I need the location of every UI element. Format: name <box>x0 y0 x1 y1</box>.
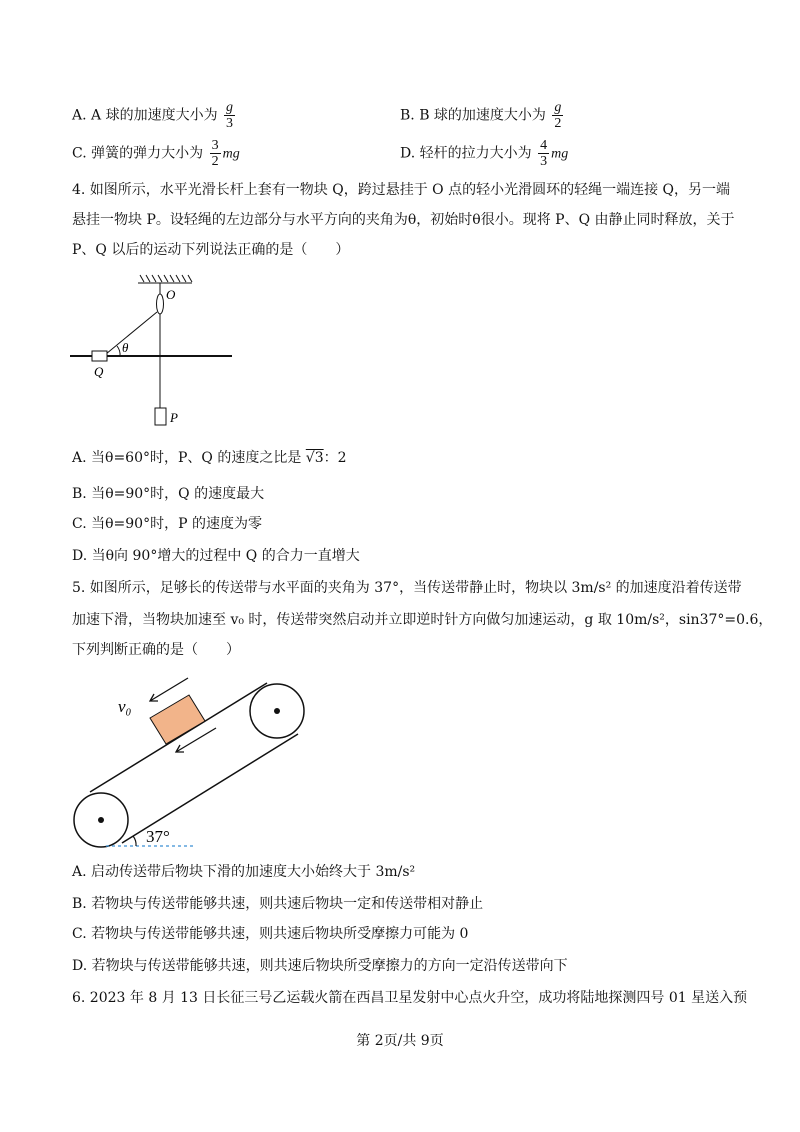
q4-option-a-text: A. 当θ=60°时，P、Q 的速度之比是 <box>72 450 306 466</box>
label-v0: v₀ <box>118 697 132 716</box>
ring <box>157 294 164 314</box>
q3-option-d-num: 4 <box>540 138 548 153</box>
q3-option-c-unit: mg <box>222 146 240 162</box>
page-footer: 第 2页/共 9页 <box>356 1033 444 1049</box>
angle-arc <box>133 836 136 846</box>
q3-option-d <box>400 138 568 169</box>
label-angle: 37° <box>146 827 170 846</box>
q5-stem-line-1: 5. 如图所示，足够长的传送带与水平面的夹角为 37°，当传送带静止时，物块以 3m/s² 的加速度沿着传送带 <box>72 580 742 596</box>
q3-option-b <box>400 100 565 131</box>
label-o: O <box>166 287 176 302</box>
q4-stem-line-1: 4. 如图所示，水平光滑长杆上套有一物块 Q，跨过悬挂于 O 点的轻小光滑圆环的轻绳一端连接 Q，另一端 <box>72 182 731 198</box>
q3-option-d-den: 3 <box>540 154 548 169</box>
block-q <box>92 351 107 361</box>
q3-option-b-fraction <box>552 100 563 131</box>
label-theta: θ <box>122 340 129 355</box>
q5-option-c: C. 若物块与传送带能够共速，则共速后物块所受摩擦力可能为 0 <box>72 926 469 942</box>
q4-option-b: B. 当θ=90°时，Q 的速度最大 <box>72 486 265 502</box>
q6-stem-line-1: 6. 2023 年 8 月 13 日长征三号乙运载火箭在西昌卫星发射中心点火升空，成功将陆地探测四号 01 星送入预 <box>72 990 748 1006</box>
q4-option-a <box>72 448 347 468</box>
q3-option-b-den: 2 <box>554 116 562 131</box>
q3-option-d-fraction <box>538 138 549 169</box>
label-p: P <box>170 410 178 425</box>
q4-option-a-root: √3 <box>305 450 324 466</box>
q3-option-a-fraction <box>224 100 235 131</box>
block-p <box>155 408 166 425</box>
q4-stem-line-2: 悬挂一物块 P。设轻绳的左边部分与水平方向的夹角为θ，初始时θ很小。现将 P、Q 由静止同时释放，关于 <box>72 212 735 228</box>
q5-option-d: D. 若物块与传送带能够共速，则共速后物块所受摩擦力的方向一定沿传送带向下 <box>72 958 568 974</box>
velocity-arrow <box>150 678 188 701</box>
label-q: Q <box>94 364 104 379</box>
q3-option-c-fraction <box>210 138 221 169</box>
q5-figure <box>70 670 330 852</box>
q3-option-b-num: g <box>554 100 562 115</box>
q5-stem-line-2: 加速下滑，当物块加速至 v₀ 时，传送带突然启动并立即逆时针方向做匀加速运动，g 取 10m/s²，sin37°=0.6， <box>72 612 773 628</box>
theta-arc <box>117 346 120 356</box>
q3-option-b-text: B. B 球的加速度大小为 <box>400 107 546 124</box>
q4-figure <box>70 272 240 434</box>
q3-option-a-num: g <box>226 100 234 115</box>
q3-option-c-num: 3 <box>211 138 219 153</box>
q5-option-b: B. 若物块与传送带能够共速，则共速后物块一定和传送带相对静止 <box>72 896 484 912</box>
q4-stem-line-3: P、Q 以后的运动下列说法正确的是（ ） <box>72 242 350 258</box>
q5-option-a: A. 启动传送带后物块下滑的加速度大小始终大于 3m/s² <box>72 864 416 880</box>
q3-option-a-den: 3 <box>226 116 234 131</box>
block <box>150 695 205 744</box>
q3-option-d-unit: mg <box>551 146 569 162</box>
q3-option-c-den: 2 <box>211 154 219 169</box>
q4-option-c: C. 当θ=90°时，P 的速度为零 <box>72 516 262 532</box>
belt-top <box>90 683 267 792</box>
q4-option-a-suffix: ：2 <box>323 450 347 466</box>
pulley-top-axle <box>274 708 280 714</box>
q3-option-a-text: A. A 球的加速度大小为 <box>72 107 218 124</box>
q3-option-d-text: D. 轻杆的拉力大小为 <box>400 145 532 162</box>
q4-option-d: D. 当θ向 90°增大的过程中 Q 的合力一直增大 <box>72 548 360 564</box>
q5-stem-line-3: 下列判断正确的是（ ） <box>72 642 240 658</box>
q3-option-c <box>72 138 240 169</box>
q3-option-a <box>72 100 237 131</box>
ceiling-hatch <box>138 275 192 283</box>
pulley-bottom-axle <box>98 817 104 823</box>
rope-left <box>106 312 157 354</box>
q3-option-c-text: C. 弹簧的弹力大小为 <box>72 145 204 162</box>
